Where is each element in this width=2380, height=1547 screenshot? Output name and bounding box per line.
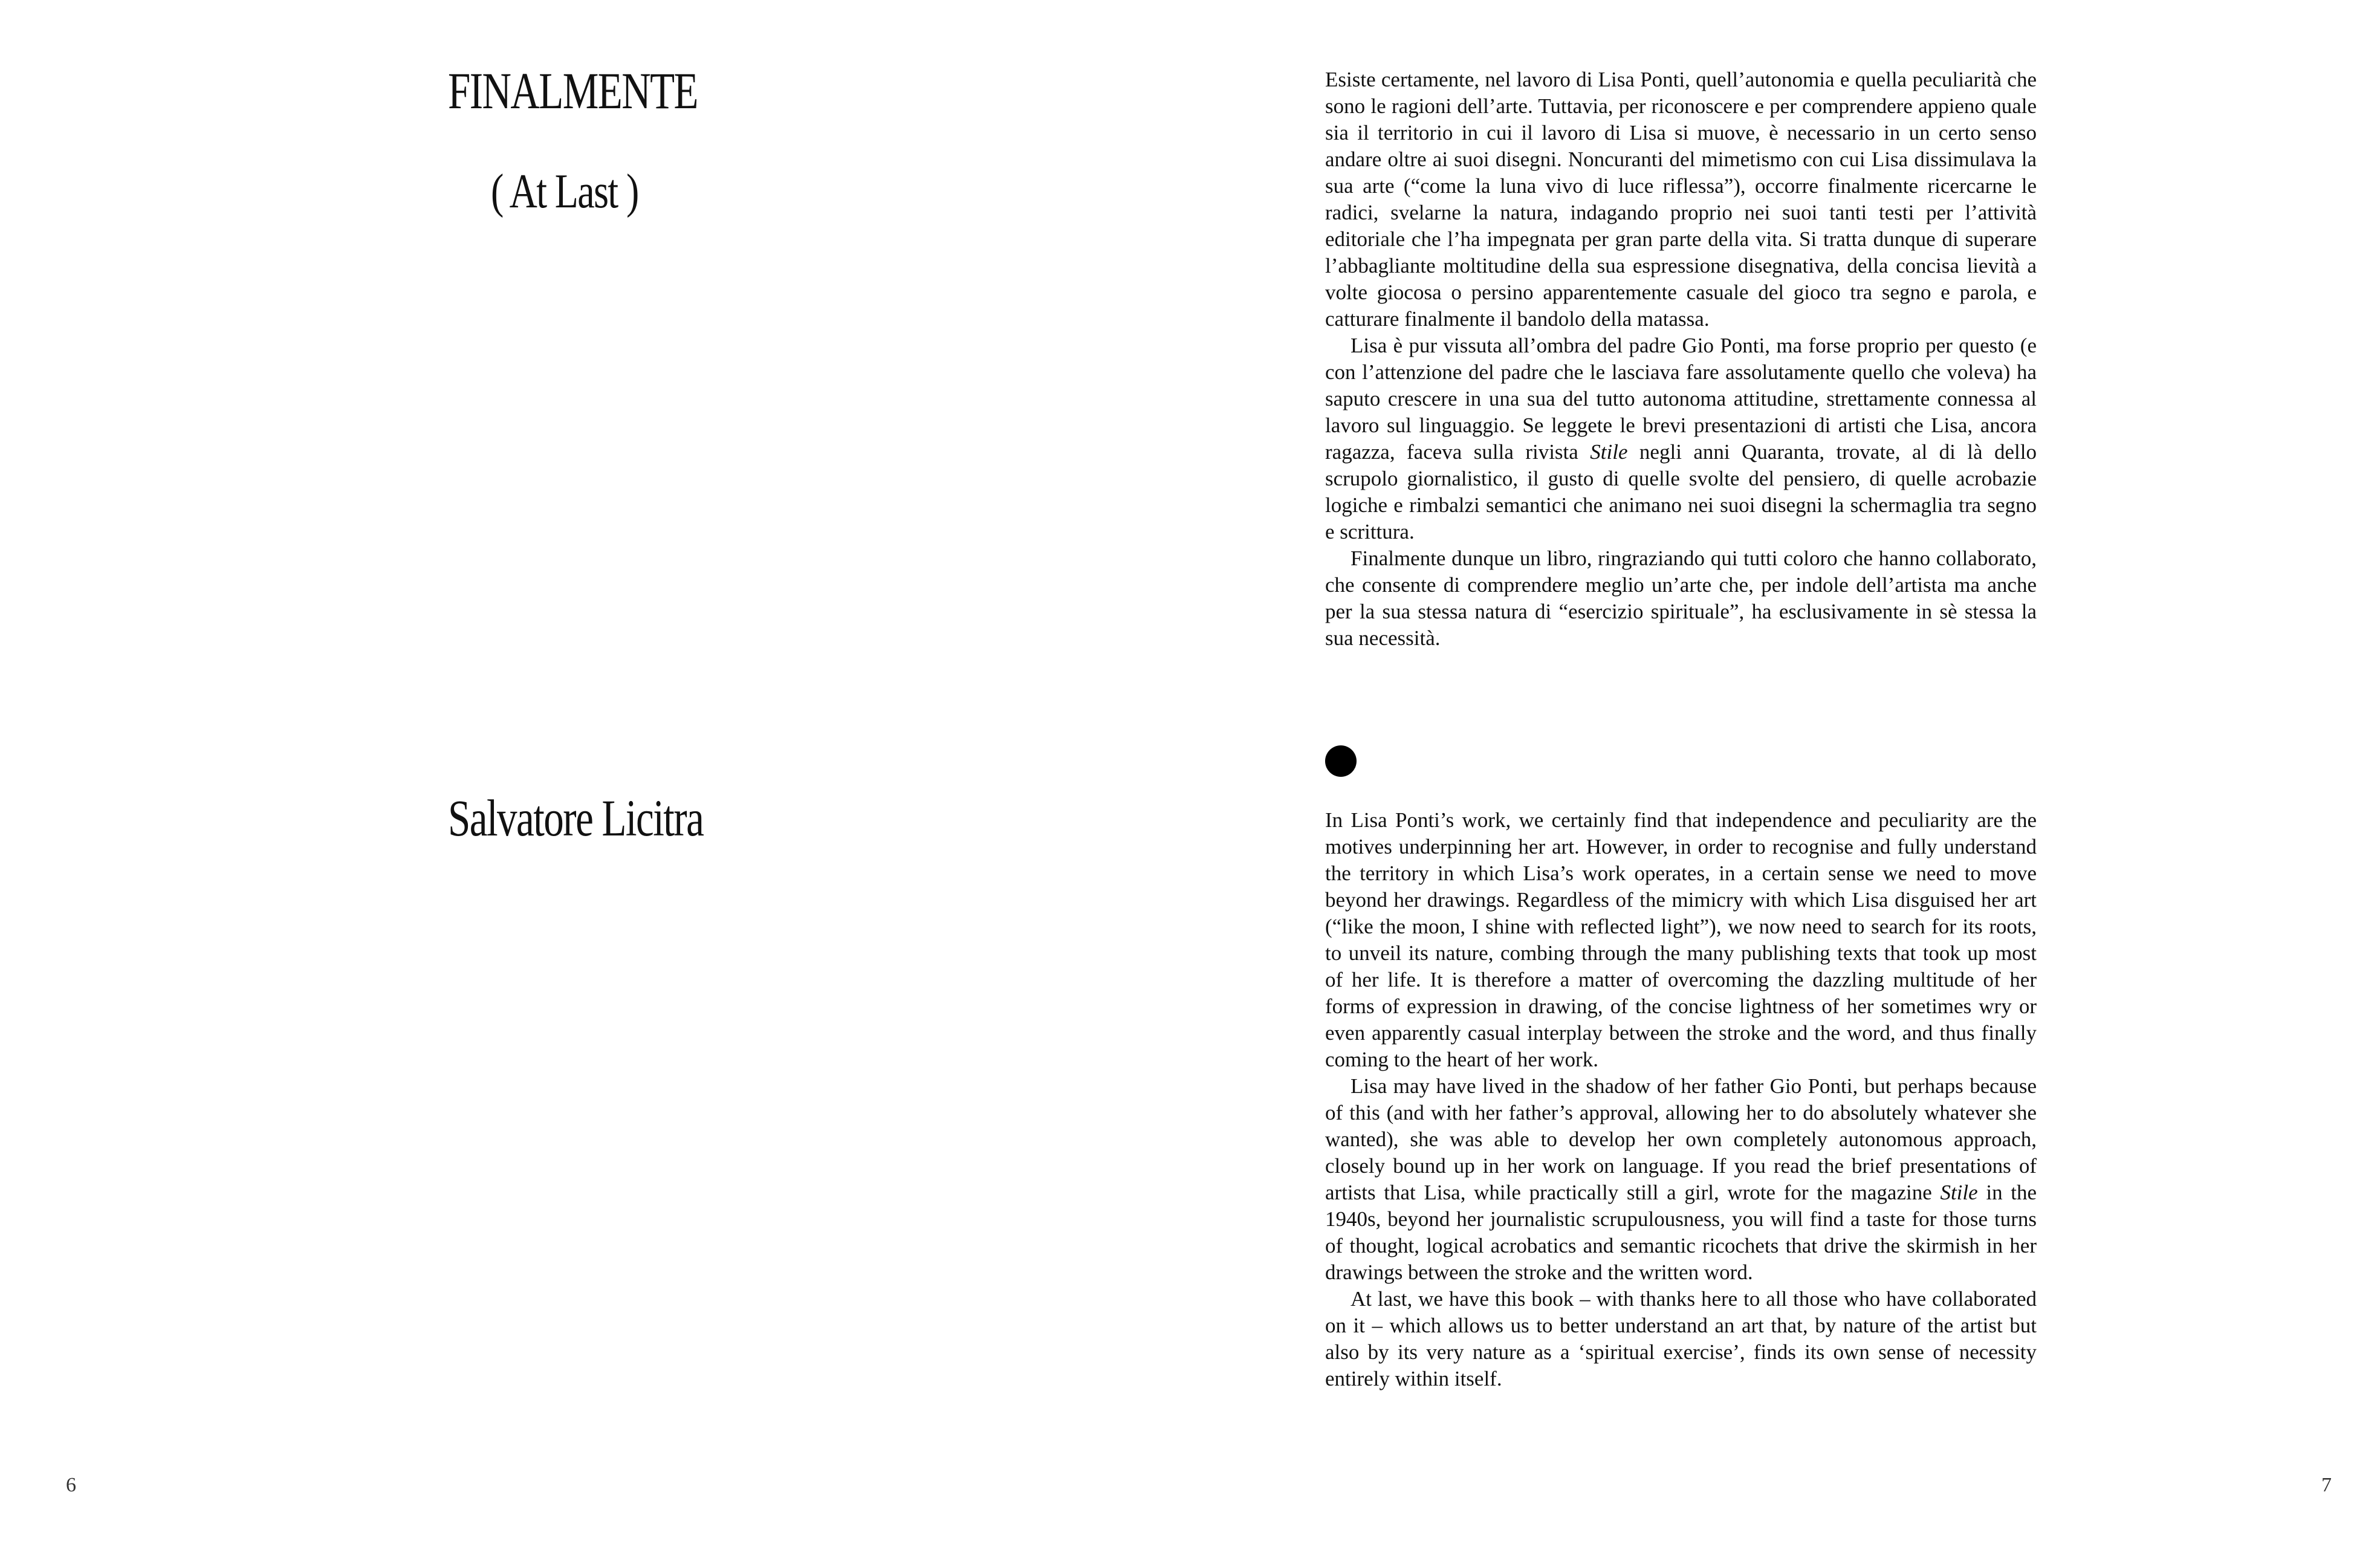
italian-paragraph-2: [1325, 332, 2037, 545]
author-name: Salvatore Licitra: [448, 789, 704, 847]
english-paragraph-2-start: Lisa may have lived in the shadow of her father Gio Ponti, but perhaps because of this (and with her father’s approval, allowing her to do absolutely whatever she wanted), she was able to develop her own completely autonomous approach, closely bound up in her work on language. If you read the brief presentations of artists that Lisa, while practically still a girl, wrote for the magazine: [1325, 1074, 2037, 1204]
english-text-column: [1325, 807, 2037, 1392]
italian-paragraph-3: Finalmente dunque un libro, ringraziando qui tutti coloro che hanno collaborato, che consente di comprendere meglio un’arte che, per indole dell’artista ma anche per la sua stessa natura di “esercizio spirituale”, ha esclusivamente in sè stessa la sua necessità.: [1325, 546, 2037, 650]
english-paragraph-2-end: in the 1940s, beyond her journalistic scrupulousness, you will find a taste for those turns of thought, logical acrobatics and semantic ricochets that drive the skirmish in her drawings between the stroke and the written word.: [1325, 1181, 2037, 1284]
english-paragraph-3: At last, we have this book – with thanks here to all those who have collaborated on it – which allows us to better understand an art that, by nature of the artist but also by its very nature as a ‘spiritual exercise’, finds its own sense of necessity entirely within itself.: [1325, 1287, 2037, 1390]
italian-magazine-title: Stile: [1590, 440, 1628, 464]
section-divider-dot-icon: [1325, 745, 1357, 777]
page-title: FINALMENTE: [448, 62, 698, 120]
page-number-right: 7: [2321, 1474, 2332, 1496]
italian-paragraph-2-start: Lisa è pur vissuta all’ombra del padre Gio Ponti, ma forse proprio per questo (e con l’attenzione del padre che le lasciava fare assolutamente quello che voleva) ha saputo crescere in una sua del tutto autonoma attitudine, strettamente connessa al lavoro sul linguaggio. Se leggete le brevi presentazioni di artisti che Lisa, ancora ragazza, faceva sulla rivista: [1325, 334, 2037, 464]
italian-text-column: [1325, 66, 2037, 652]
italian-paragraph-1: Esiste certamente, nel lavoro di Lisa Ponti, quell’autonomia e quella peculiarità che sono le ragioni dell’arte. Tuttavia, per riconoscere e per comprendere appieno quale sia il territorio in cui il lavoro di Lisa si muove, è necessario in un certo senso andare oltre ai suoi disegni. Noncuranti del mimetismo con cui Lisa dissimulava la sua arte (“come la luna vivo di luce riflessa”), occorre finalmente ricercarne le radici, svelarne la natura, indagando proprio nei suoi tanti testi per l’attività editoriale che l’ha impegnata per gran parte della vita. Si tratta dunque di superare l’abbagliante moltitudine della sua espressione disegnativa, della concisa lievità a volte giocosa o persino apparentemente casuale del gioco tra segno e parola, e catturare finalmente il bandolo della matassa.: [1325, 68, 2037, 331]
page-subtitle: ( At Last ): [491, 165, 638, 218]
page-number-left: 6: [66, 1474, 76, 1496]
italian-paragraph-2-end: negli anni Quaranta, trovate, al di là dello scrupolo giornalistico, il gusto di quelle svolte del pensiero, di quelle acrobazie logiche e rimbalzi semantici che animano nei suoi disegni la schermaglia tra segno e scrittura.: [1325, 440, 2037, 543]
english-paragraph-2: [1325, 1073, 2037, 1286]
english-magazine-title: Stile: [1940, 1181, 1978, 1204]
english-paragraph-1: In Lisa Ponti’s work, we certainly find that independence and peculiarity are the motives underpinning her art. However, in order to recognise and fully understand the territory in which Lisa’s work operates, in a certain sense we need to move beyond her drawings. Regardless of the mimicry with which Lisa disguised her art (“like the moon, I shine with reflected light”), we now need to search for its roots, to unveil its nature, combing through the many publishing texts that took up most of her life. It is therefore a matter of overcoming the dazzling multitude of her forms of expression in drawing, of the concise lightness of her sometimes wry or even apparently casual interplay between the stroke and the word, and thus finally coming to the heart of her work.: [1325, 808, 2037, 1071]
